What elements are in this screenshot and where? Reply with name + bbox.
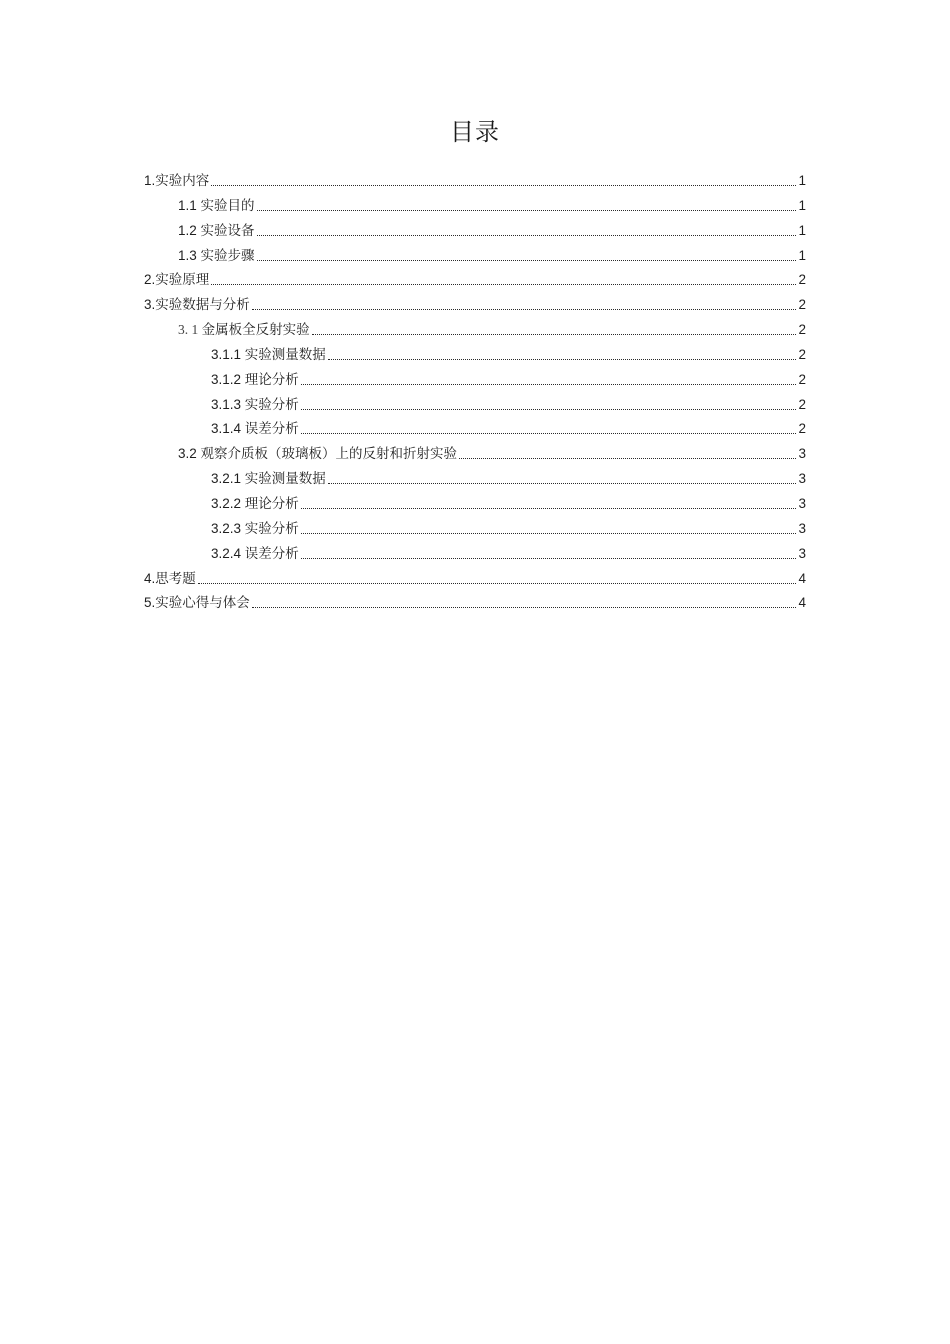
toc-entry-row — [144, 167, 806, 191]
toc-entry-label — [211, 420, 299, 439]
toc-dot-leader — [211, 284, 796, 285]
toc-entry-page-number: 1 — [798, 222, 806, 238]
toc-entry-number: 3.1.1 — [211, 346, 245, 362]
toc-entry-title: 实验分析 — [244, 396, 299, 413]
toc-entry-title: 实验数据与分析 — [155, 297, 250, 314]
toc-entry-page-number: 2 — [798, 297, 806, 313]
toc-entry-number: 3.2.2 — [211, 495, 245, 511]
toc-entry-title: 实验原理 — [155, 272, 210, 289]
toc-entry-number: 3.1.2 — [211, 371, 245, 387]
toc-entry-number: 3. — [144, 297, 156, 313]
toc-entry-title: 误差分析 — [244, 545, 299, 562]
toc-dot-leader — [252, 607, 797, 608]
toc-entry-title: 实验内容 — [155, 173, 210, 189]
toc-entry-number: 3.1.3 — [211, 396, 245, 412]
toc-entry-label — [144, 296, 250, 315]
toc-entry-number: 1.3 — [178, 247, 201, 263]
toc-entry-row — [211, 341, 806, 365]
toc-entry-label — [211, 371, 299, 390]
toc-entry-title: 实验心得与体会 — [155, 595, 250, 612]
toc-entry-page-number: 3 — [798, 545, 806, 561]
toc-entry[interactable] — [0, 217, 950, 242]
toc-entry-row — [178, 316, 806, 340]
toc-entry-number: 1.1 — [178, 197, 201, 213]
toc-entry[interactable] — [0, 192, 950, 217]
toc-entry-row — [144, 266, 806, 290]
toc-entry[interactable] — [0, 242, 950, 267]
toc-entry-label — [211, 470, 326, 489]
toc-entry[interactable] — [0, 316, 950, 341]
toc-entry[interactable] — [0, 540, 950, 565]
toc-entry-title: 理论分析 — [244, 495, 299, 512]
toc-entry-title: 实验分析 — [244, 520, 299, 537]
toc-entry-label — [178, 222, 255, 241]
toc-entry-page-number: 1 — [798, 173, 806, 188]
toc-entry[interactable] — [0, 366, 950, 391]
toc-title: 目录 — [450, 118, 500, 146]
toc-entry-label — [144, 172, 209, 191]
toc-entry-number: 4. — [144, 570, 156, 586]
toc-dot-leader — [257, 260, 797, 261]
toc-entry[interactable] — [0, 589, 950, 614]
toc-entry-number: 3.2.1 — [211, 471, 245, 487]
toc-entry-label — [211, 545, 299, 564]
toc-entry-label — [178, 445, 457, 464]
toc-entry[interactable] — [0, 565, 950, 590]
toc-dot-leader — [257, 210, 797, 211]
toc-entry-number: 3.2.4 — [211, 545, 245, 561]
toc-entry[interactable] — [0, 465, 950, 490]
toc-entry-label — [178, 321, 310, 340]
toc-entry-title: 实验测量数据 — [244, 346, 326, 363]
toc-entry-row — [211, 515, 806, 539]
toc-entry-number: 5. — [144, 595, 156, 611]
toc-entry-row — [178, 440, 806, 464]
toc-dot-leader — [301, 433, 797, 434]
toc-entry-row — [211, 465, 806, 489]
toc-entry-page-number: 3 — [798, 446, 806, 462]
toc-entry-label — [178, 247, 255, 266]
toc-entry-number: 1. — [144, 173, 156, 188]
toc-entry-row — [178, 217, 806, 241]
toc-entry-page-number: 2 — [798, 371, 806, 387]
toc-entry[interactable] — [0, 415, 950, 440]
toc-entry-row — [211, 391, 806, 415]
toc-entry[interactable] — [0, 341, 950, 366]
toc-entry-title: 实验测量数据 — [244, 471, 326, 488]
toc-entry[interactable] — [0, 440, 950, 465]
toc-dot-leader — [328, 359, 797, 360]
toc-entry-page-number: 2 — [798, 346, 806, 362]
toc-entry-label — [211, 396, 299, 415]
toc-entry-title: 金属板全反射实验 — [201, 322, 310, 339]
toc-entry-label — [144, 570, 196, 589]
toc-entry-row — [211, 540, 806, 564]
toc-entry-number: 3.2 — [178, 446, 201, 462]
toc-entry-number: 2. — [144, 272, 156, 288]
toc-dot-leader — [252, 309, 797, 310]
toc-dot-leader — [301, 409, 797, 410]
toc-entry-row — [211, 366, 806, 390]
toc-entry-number: 3.2.3 — [211, 520, 245, 536]
toc-entry-title: 实验设备 — [200, 222, 255, 239]
toc-entry-label — [144, 594, 250, 613]
toc-entry-row — [144, 291, 806, 315]
toc-entry-label — [211, 346, 326, 365]
toc-dot-leader — [301, 558, 797, 559]
toc-entry-page-number: 2 — [798, 421, 806, 437]
toc-entry-page-number: 1 — [798, 197, 806, 213]
toc-entry-number: 3.1.4 — [211, 421, 245, 437]
toc-entry-title: 实验步骤 — [200, 247, 255, 264]
toc-dot-leader — [328, 483, 797, 484]
toc-entry-title: 实验目的 — [200, 197, 255, 214]
toc-entry-row — [178, 192, 806, 216]
table-of-contents — [0, 167, 950, 614]
toc-dot-leader — [312, 334, 797, 335]
toc-entry-page-number: 3 — [798, 495, 806, 511]
toc-dot-leader — [301, 384, 797, 385]
toc-dot-leader — [211, 185, 796, 186]
toc-dot-leader — [459, 458, 796, 459]
toc-entry-title: 观察介质板（玻璃板）上的反射和折射实验 — [200, 446, 458, 463]
toc-entry-row — [211, 415, 806, 439]
toc-entry-label — [178, 197, 255, 216]
toc-entry[interactable] — [0, 391, 950, 416]
toc-entry-page-number: 4 — [798, 595, 806, 611]
toc-entry-page-number: 2 — [798, 272, 806, 288]
toc-entry-number: 3. 1 — [178, 322, 202, 338]
toc-entry[interactable] — [0, 515, 950, 540]
toc-entry-label — [144, 271, 209, 290]
toc-entry[interactable] — [0, 266, 950, 291]
toc-entry-label — [211, 495, 299, 514]
toc-entry-page-number: 2 — [798, 322, 806, 338]
toc-entry-row — [178, 242, 806, 266]
toc-entry[interactable] — [0, 291, 950, 316]
toc-dot-leader — [301, 508, 797, 509]
toc-entry-row — [211, 490, 806, 514]
toc-entry-page-number: 1 — [798, 247, 806, 263]
toc-entry-page-number: 3 — [798, 471, 806, 487]
toc-entry-row — [144, 565, 806, 589]
toc-entry-number: 1.2 — [178, 222, 201, 238]
toc-entry-title: 误差分析 — [244, 421, 299, 438]
toc-dot-leader — [257, 235, 797, 236]
toc-entry-title: 理论分析 — [244, 371, 299, 388]
toc-entry-label — [211, 520, 299, 539]
toc-entry-row — [144, 589, 806, 613]
toc-entry[interactable] — [0, 167, 950, 192]
toc-entry-title: 思考题 — [155, 570, 196, 587]
toc-dot-leader — [198, 583, 797, 584]
toc-entry-page-number: 3 — [798, 520, 806, 536]
toc-entry-page-number: 2 — [798, 396, 806, 412]
toc-entry-page-number: 4 — [798, 570, 806, 586]
toc-entry[interactable] — [0, 490, 950, 515]
toc-dot-leader — [301, 533, 797, 534]
